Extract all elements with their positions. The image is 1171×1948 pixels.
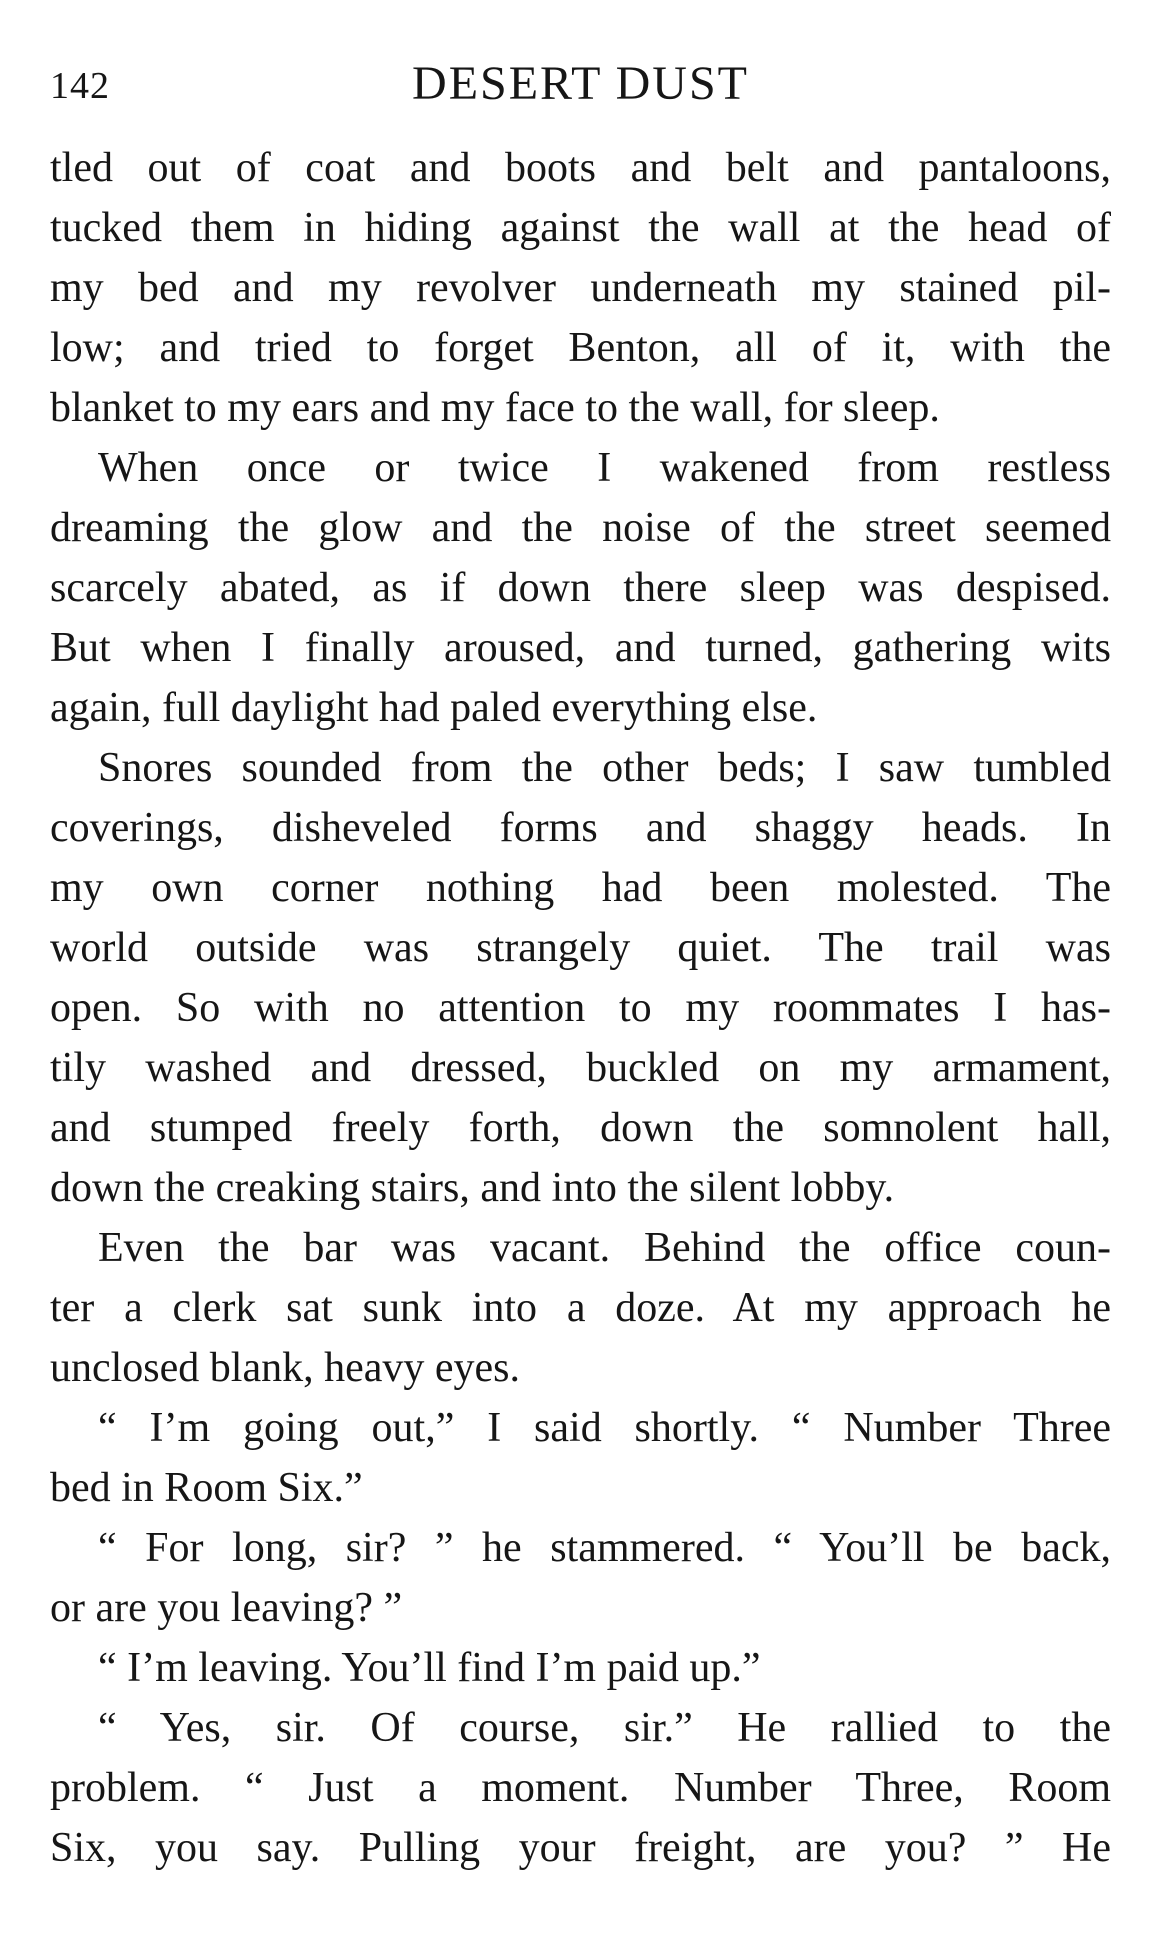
text-line: But when I finally aroused, and turned, gathering wits (50, 625, 1111, 671)
text-line: ter a clerk sat sunk into a doze. At my approach he (50, 1285, 1111, 1331)
text-line: my own corner nothing had been molested. The (50, 865, 1111, 911)
text-line: bed in Room Six.” (50, 1465, 363, 1511)
body-text (50, 138, 1111, 1878)
page-number: 142 (50, 65, 110, 107)
text-line: my bed and my revolver underneath my stained pil- (50, 265, 1111, 311)
text-line: “ Yes, sir. Of course, sir.” He rallied to the (98, 1705, 1111, 1751)
text-line: again, full daylight had paled everything else. (50, 685, 818, 731)
text-line: tled out of coat and boots and belt and pantaloons, (50, 145, 1111, 191)
text-line: blanket to my ears and my face to the wall, for sleep. (50, 385, 940, 431)
text-line: coverings, disheveled forms and shaggy heads. In (50, 805, 1111, 851)
text-line: Six, you say. Pulling your freight, are you? ” He (50, 1825, 1111, 1871)
text-line: Even the bar was vacant. Behind the office coun- (98, 1225, 1111, 1271)
text-line: low; and tried to forget Benton, all of it, with the (50, 325, 1111, 371)
text-line: unclosed blank, heavy eyes. (50, 1345, 521, 1391)
text-line: “ I’m leaving. You’ll find I’m paid up.” (98, 1645, 761, 1691)
text-line: or are you leaving? ” (50, 1585, 403, 1631)
text-line: open. So with no attention to my roommates I has- (50, 985, 1111, 1031)
text-line: When once or twice I wakened from restless (98, 445, 1111, 491)
text-line: scarcely abated, as if down there sleep was despised. (50, 565, 1111, 611)
text-line: tily washed and dressed, buckled on my armament, (50, 1045, 1111, 1091)
text-line: world outside was strangely quiet. The trail was (50, 925, 1111, 971)
text-line: “ I’m going out,” I said shortly. “ Number Three (98, 1405, 1111, 1451)
text-line: and stumped freely forth, down the somnolent hall, (50, 1105, 1111, 1151)
text-line: dreaming the glow and the noise of the street seemed (50, 505, 1111, 551)
text-line: “ For long, sir? ” he stammered. “ You’ll be back, (98, 1525, 1111, 1571)
text-line: down the creaking stairs, and into the silent lobby. (50, 1165, 895, 1211)
text-line: problem. “ Just a moment. Number Three, Room (50, 1765, 1111, 1811)
page-header (50, 50, 1111, 120)
text-line: Snores sounded from the other beds; I saw tumbled (98, 745, 1111, 791)
running-head: DESERT DUST (412, 57, 749, 110)
text-line: tucked them in hiding against the wall at the head of (50, 205, 1111, 251)
